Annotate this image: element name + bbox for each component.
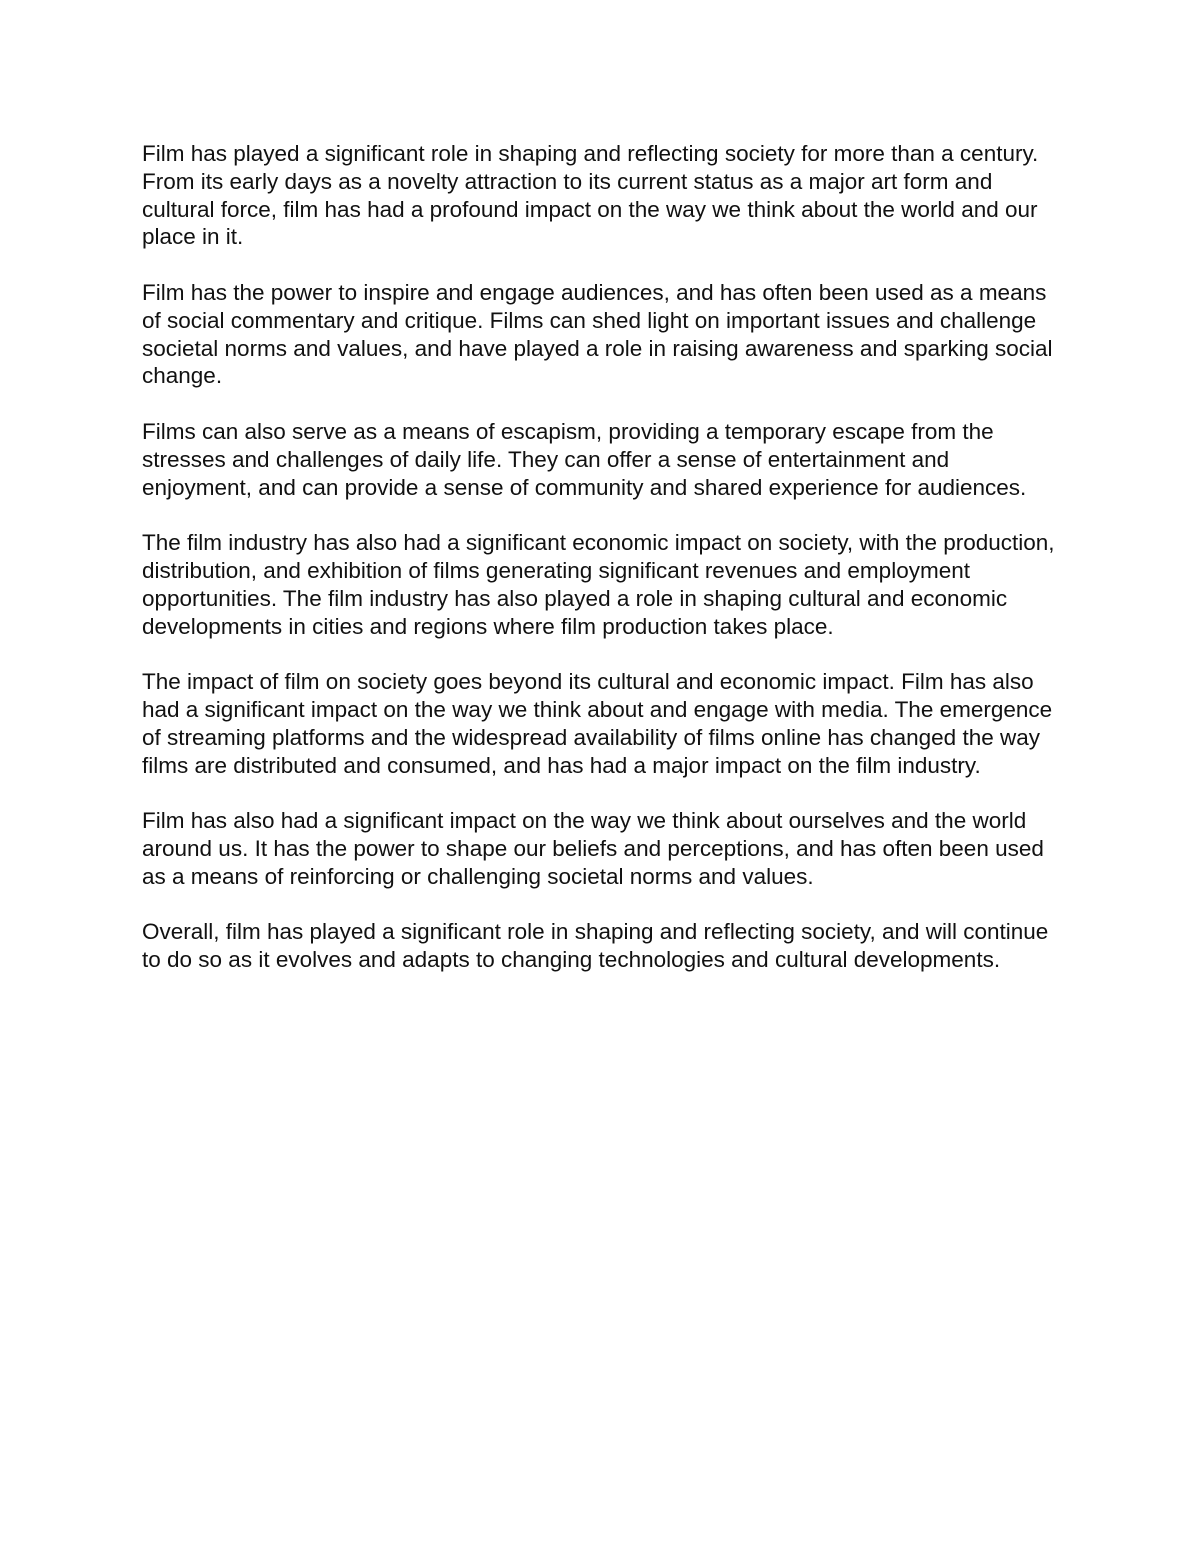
document-body xyxy=(142,140,1064,1002)
paragraph-7: Overall, film has played a significant role in shaping and reflecting society, and will continue to do so as it evolves and adapts to changing technologies and cultural developments. xyxy=(142,919,1049,973)
paragraph-6: Film has also had a significant impact on the way we think about ourselves and the world around us. It has the power to shape our beliefs and perceptions, and has often been used as a means of reinforcing or challenging societal norms and values. xyxy=(142,808,1044,889)
paragraph-1: Film has played a significant role in shaping and reflecting society for more than a century. From its early days as a novelty attraction to its current status as a major art form and cultural force, film has had a profound impact on the way we think about the world and our place in it. xyxy=(142,141,1039,250)
paragraph-2: Film has the power to inspire and engage audiences, and has often been used as a means of social commentary and critique. Films can shed light on important issues and challenge societal norms and values, and have played a role in raising awareness and sparking social change. xyxy=(142,279,1053,389)
paragraph-4: The film industry has also had a significant economic impact on society, with the production, distribution, and exhibition of films generating significant revenues and employment opportunities. The film industry has also played a role in shaping cultural and economic developments in cities and regions where film production takes place. xyxy=(142,530,1055,639)
paragraph-3: Films can also serve as a means of escapism, providing a temporary escape from the stresses and challenges of daily life. They can offer a sense of entertainment and enjoyment, and can provide a sense of community and shared experience for audiences. xyxy=(142,418,1027,500)
paragraph-5: The impact of film on society goes beyond its cultural and economic impact. Film has also had a significant impact on the way we think about and engage with media. The emergence of streaming platforms and the widespread availability of films online has changed the way films are distributed and consumed, and has had a major impact on the film industry. xyxy=(142,669,1053,778)
